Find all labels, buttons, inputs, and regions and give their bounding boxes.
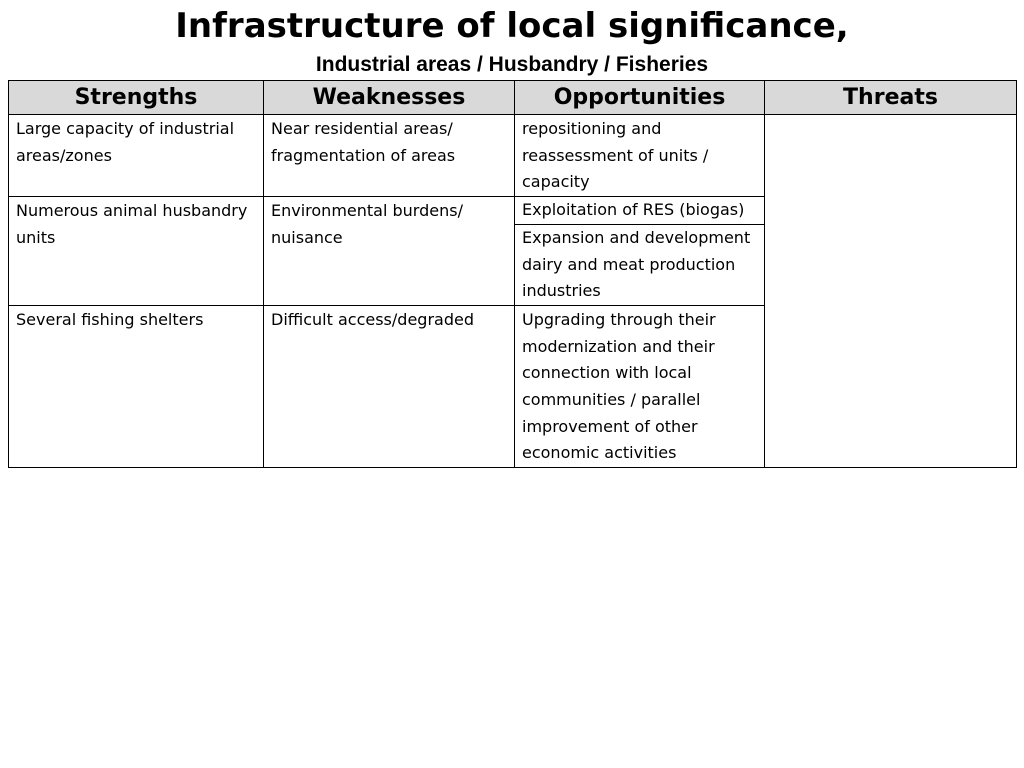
- weakness-cell: Difficult access/degraded: [264, 305, 515, 467]
- header-opportunities: Opportunities: [515, 81, 765, 115]
- threats-cell: [765, 115, 1017, 468]
- strength-cell: Several fishing shelters: [9, 305, 264, 467]
- weakness-cell: Near residential areas/ fragmentation of areas: [264, 115, 515, 197]
- table-row: [9, 115, 1017, 197]
- page-title: Infrastructure of local significance,: [175, 6, 849, 46]
- opportunity-cell: repositioning and reassessment of units / capacity: [515, 115, 765, 197]
- strength-cell: Numerous animal husbandry units: [9, 197, 264, 306]
- opportunity-cell: Exploitation of RES (biogas): [515, 197, 765, 225]
- strength-cell: Large capacity of industrial areas/zones: [9, 115, 264, 197]
- opportunity-cell: Upgrading through their modernization and their connection with local communities / parallel improvement of other economic activities: [515, 305, 765, 467]
- weakness-cell: Environmental burdens/ nuisance: [264, 197, 515, 306]
- opportunity-cell: Expansion and development dairy and meat production industries: [515, 224, 765, 305]
- page-subtitle: Industrial areas / Husbandry / Fisheries: [315, 53, 709, 76]
- header-threats: Threats: [765, 81, 1017, 115]
- swot-table: [8, 80, 1017, 468]
- header-strengths: Strengths: [9, 81, 264, 115]
- header-row: [9, 81, 1017, 115]
- header-weaknesses: Weaknesses: [264, 81, 515, 115]
